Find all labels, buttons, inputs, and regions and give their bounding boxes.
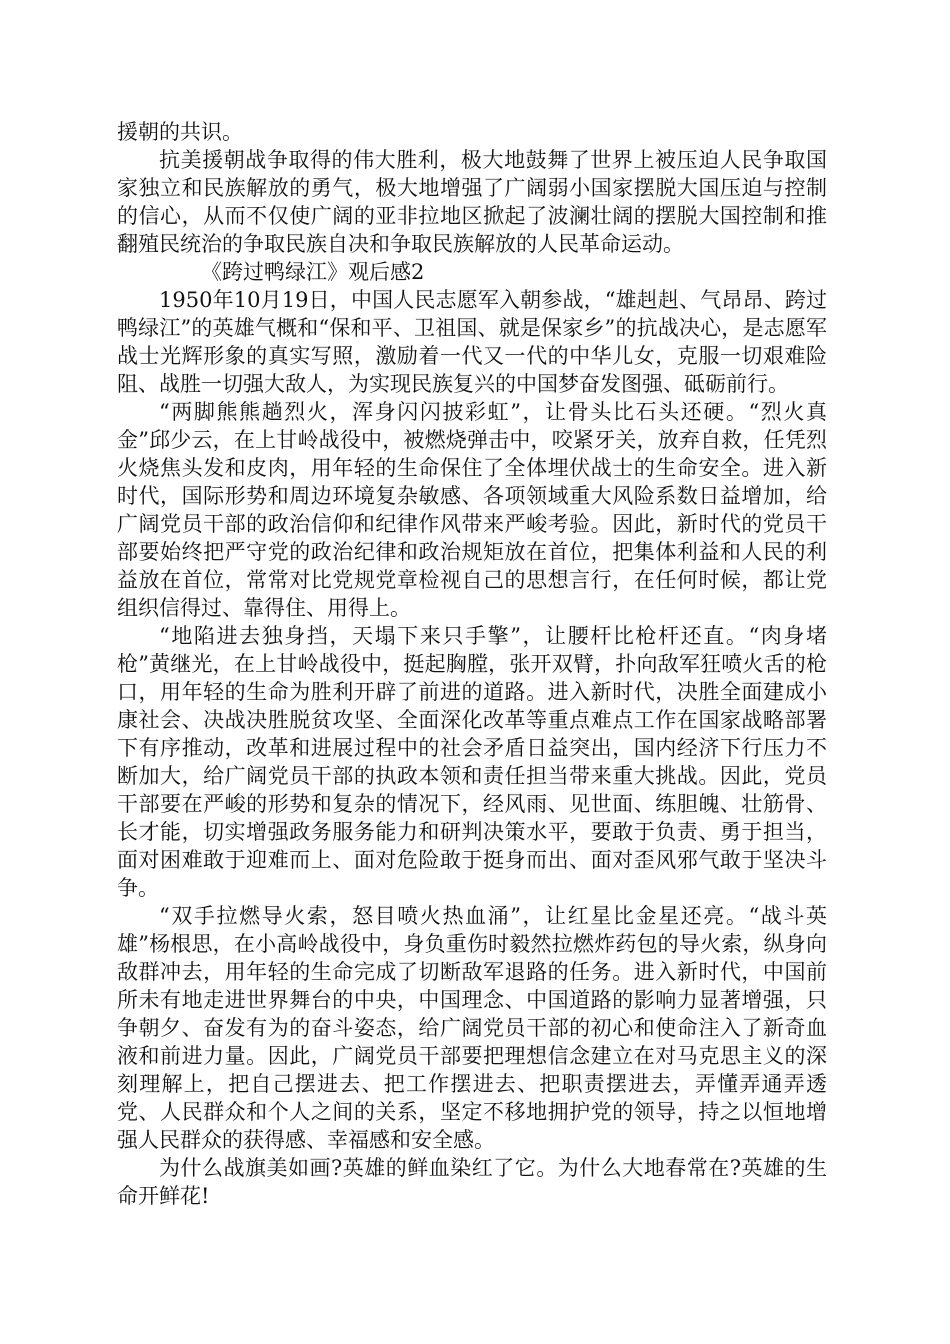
paragraph-huang-jiguang: “地陷进去独身挡，天塌下来只手擎”，让腰杆比枪杆还直。“肉身堵枪”黄继光，在上甘岭战役中，挺起胸膛，张开双臂，扑向敌军狂喷火舌的枪口，用年轻的生命为胜利开辟了前进的道路。进入新时代，决胜全面建成小康社会、决战决胜脱贫攻坚、全面深化改革等重点难点工作在国家战略部署下有序推动，改革和进展过程中的社会矛盾日益突出，国内经济下行压力不断加大，给广阔党员干部的执政本领和责任担当带来重大挑战。因此，党员干部要在严峻的形势和复杂的情况下，经风雨、见世面、练胆魄、壮筋骨、长才能，切实增强政务服务能力和研判决策水平，要敢于负责、勇于担当，面对困难敢于迎难而上、面对危险敢于挺身而出、面对歪风邪气敢于坚决斗争。 xyxy=(117,624,827,900)
section-title: 《跨过鸭绿江》观后感2 xyxy=(201,260,425,284)
paragraph-entry-into-war: 1950年10月19日，中国人民志愿军入朝参战，“雄赳赳、气昂昂、跨过鸭绿江”的英雄气概和“保和平、卫祖国、就是保家乡”的抗战决心，是志愿军战士光辉形象的真实写照，激励着一代又一代的中华儿女，克服一切艰难险阻、战胜一切强大敌人，为实现民族复兴的中国梦奋发图强、砥砺前行。 xyxy=(117,288,827,396)
document-page xyxy=(117,118,827,1210)
paragraph-yang-gensi: “双手拉燃导火索，怒目喷火热血涌”，让红星比金星还亮。“战斗英雄”杨根思，在小高岭战役中，身负重伤时毅然拉燃炸药包的导火索，纵身向敌群冲去，用年轻的生命完成了切断敌军退路的任务。进入新时代，中国前所未有地走进世界舞台的中央，中国理念、中国道路的影响力显著增强，只争朝夕、奋发有为的奋斗姿态，给广阔党员干部的初心和使命注入了新奇血液和前进力量。因此，广阔党员干部要把理想信念建立在对马克思主义的深刻理解上，把自己摆进去、把工作摆进去、把职责摆进去，弄懂弄通弄透党、人民群众和个人之间的关系，坚定不移地拥护党的领导，持之以恒地增强人民群众的获得感、幸福感和安全感。 xyxy=(117,904,827,1152)
paragraph-qiu-shaoyun: “两脚熊熊趟烈火，浑身闪闪披彩虹”，让骨头比石头还硬。“烈火真金”邱少云，在上甘岭战役中，被燃烧弹击中，咬紧牙关，放弃自救，任凭烈火烧焦头发和皮肉，用年轻的生命保住了全体埋伏战士的生命安全。进入新时代，国际形势和周边环境复杂敏感、各项领域重大风险系数日益增加，给广阔党员干部的政治信仰和纪律作风带来严峻考验。因此，新时代的党员干部要始终把严守党的政治纪律和政治规矩放在首位，把集体利益和人民的利益放在首位，常常对比党规党章检视自己的思想言行，在任何时候，都让党组织信得过、靠得住、用得上。 xyxy=(117,400,827,620)
paragraph-closing: 为什么战旗美如画?英雄的鲜血染红了它。为什么大地春常在?英雄的生命开鲜花! xyxy=(117,1156,827,1208)
paragraph-victory-significance: 抗美援朝战争取得的伟大胜利，极大地鼓舞了世界上被压迫人民争取国家独立和民族解放的勇气，极大地增强了广阔弱小国家摆脱大国压迫与控制的信心，从而不仅使广阔的亚非拉地区掀起了波澜壮阔的摆脱大国控制和推翻殖民统治的争取民族自决和争取民族解放的人民革命运动。 xyxy=(117,148,827,256)
paragraph-continuation: 援朝的共识。 xyxy=(117,120,243,144)
